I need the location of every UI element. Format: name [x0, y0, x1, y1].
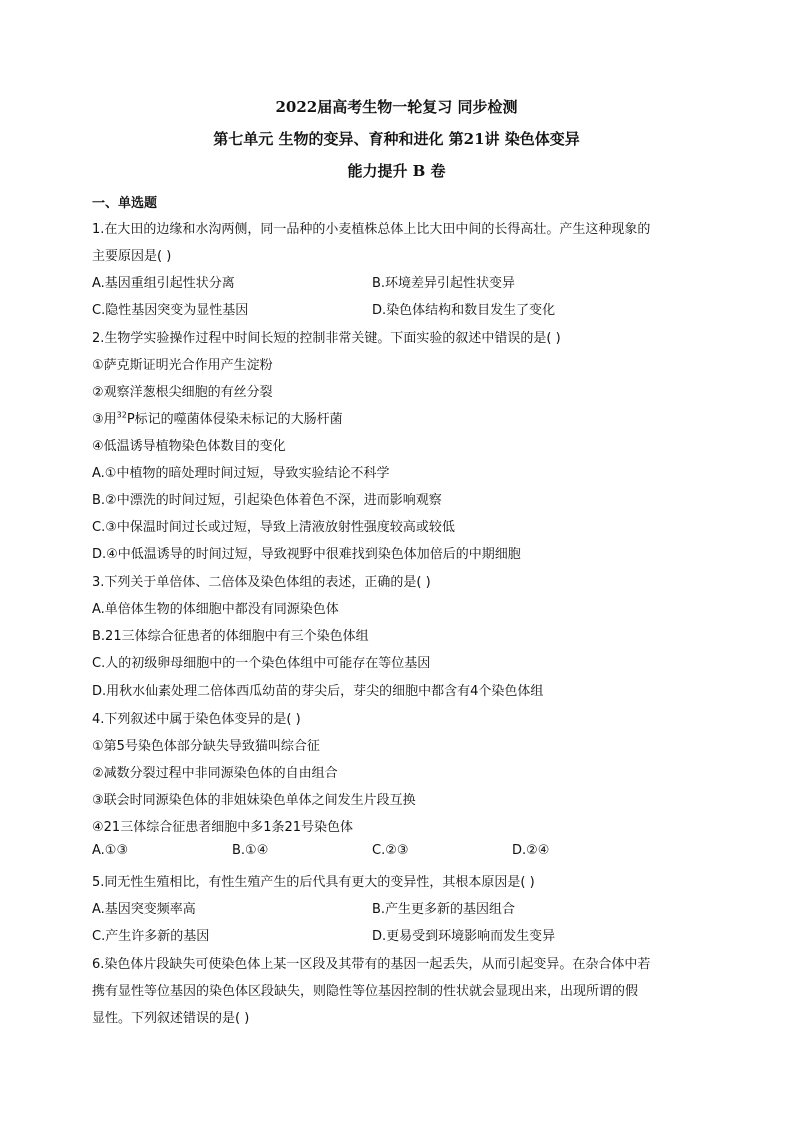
q4-option-a: A.①③: [92, 843, 129, 858]
q6-stem-line3: 显性。下列叙述错误的是( ): [92, 1011, 250, 1026]
q1-option-a: A.基因重组引起性状分离: [92, 276, 235, 291]
q4-item-2: ②减数分裂过程中非同源染色体的自由组合: [92, 766, 338, 781]
q6-stem-line1: 6.染色体片段缺失可使染色体上某一区段及其带有的基因一起丢失，从而引起变异。在杂合体中若: [92, 957, 651, 972]
q4-item-3: ③联会时同源染色体的非姐妹染色单体之间发生片段互换: [92, 793, 416, 808]
q2-item-3: ③用$^{32}$P标记的噬菌体侵染未标记的大肠杆菌: [92, 410, 343, 427]
q3-option-d: D.用秋水仙素处理二倍体西瓜幼苗的芽尖后，芽尖的细胞中都含有4个染色体组: [92, 684, 544, 699]
q1-stem-line2: 主要原因是( ): [92, 249, 172, 264]
q3-stem: 3.下列关于单倍体、二倍体及染色体组的表述，正确的是( ): [92, 575, 431, 590]
q5-option-b: B.产生更多新的基因组合: [372, 902, 516, 917]
q2-option-c: C.③中保温时间过长或过短，导致上清液放射性强度较高或较低: [92, 520, 455, 535]
q2-option-b: B.②中漂洗的时间过短，引起染色体着色不深，进而影响观察: [92, 493, 442, 508]
q3-option-c: C.人的初级卵母细胞中的一个染色体组中可能存在等位基因: [92, 656, 431, 671]
document-title: 2022届高考生物一轮复习 同步检测: [275, 98, 518, 116]
q5-option-d: D.更易受到环境影响而发生变异: [372, 929, 556, 944]
q2-option-d: D.④中低温诱导的时间过短，导致视野中很难找到染色体加倍后的中期细胞: [92, 547, 521, 562]
q1-option-b: B.环境差异引起性状变异: [372, 276, 516, 291]
q4-item-4: ④21三体综合征患者细胞中多1条21号染色体: [92, 820, 354, 835]
q5-option-a: A.基因突变频率高: [92, 902, 196, 917]
section-heading: 一、单选题: [92, 196, 158, 211]
q2-item-1: ①萨克斯证明光合作用产生淀粉: [92, 358, 273, 373]
q2-item-4: ④低温诱导植物染色体数目的变化: [92, 439, 286, 454]
q1-stem-line1: 1.在大田的边缘和水沟两侧，同一品种的小麦植株总体上比大田中间的长得高壮。产生这种现象的: [92, 222, 651, 237]
q4-option-c: C.②③: [372, 843, 409, 858]
q1-option-d: D.染色体结构和数目发生了变化: [372, 303, 556, 318]
q4-stem: 4.下列叙述中属于染色体变异的是( ): [92, 712, 301, 727]
q6-stem-line2: 携有显性等位基因的染色体区段缺失，则隐性等位基因控制的性状就会显现出来，出现所谓的假: [92, 984, 639, 999]
unit-title: 第七单元 生物的变异、育种和进化 第21讲 染色体变异: [213, 130, 580, 148]
q4-item-1: ①第5号染色体部分缺失导致猫叫综合征: [92, 739, 320, 754]
q4-option-b: B.①④: [232, 843, 269, 858]
volume-title: 能力提升 B 卷: [347, 162, 446, 180]
q4-option-d: D.②④: [512, 843, 550, 858]
q5-stem: 5.同无性生殖相比，有性生殖产生的后代具有更大的变异性，其根本原因是( ): [92, 875, 535, 890]
q3-option-a: A.单倍体生物的体细胞中都没有同源染色体: [92, 602, 339, 617]
q1-option-c: C.隐性基因突变为显性基因: [92, 303, 249, 318]
q2-item-3-isotope-superscript: 32: [116, 410, 127, 420]
q5-option-c: C.产生许多新的基因: [92, 929, 210, 944]
q2-option-a: A.①中植物的暗处理时间过短，导致实验结论不科学: [92, 466, 390, 481]
q3-option-b: B.21三体综合征患者的体细胞中有三个染色体组: [92, 629, 369, 644]
q2-stem: 2.生物学实验操作过程中时间长短的控制非常关键。下面实验的叙述中错误的是( ): [92, 331, 561, 346]
q2-item-2: ②观察洋葱根尖细胞的有丝分裂: [92, 385, 273, 400]
